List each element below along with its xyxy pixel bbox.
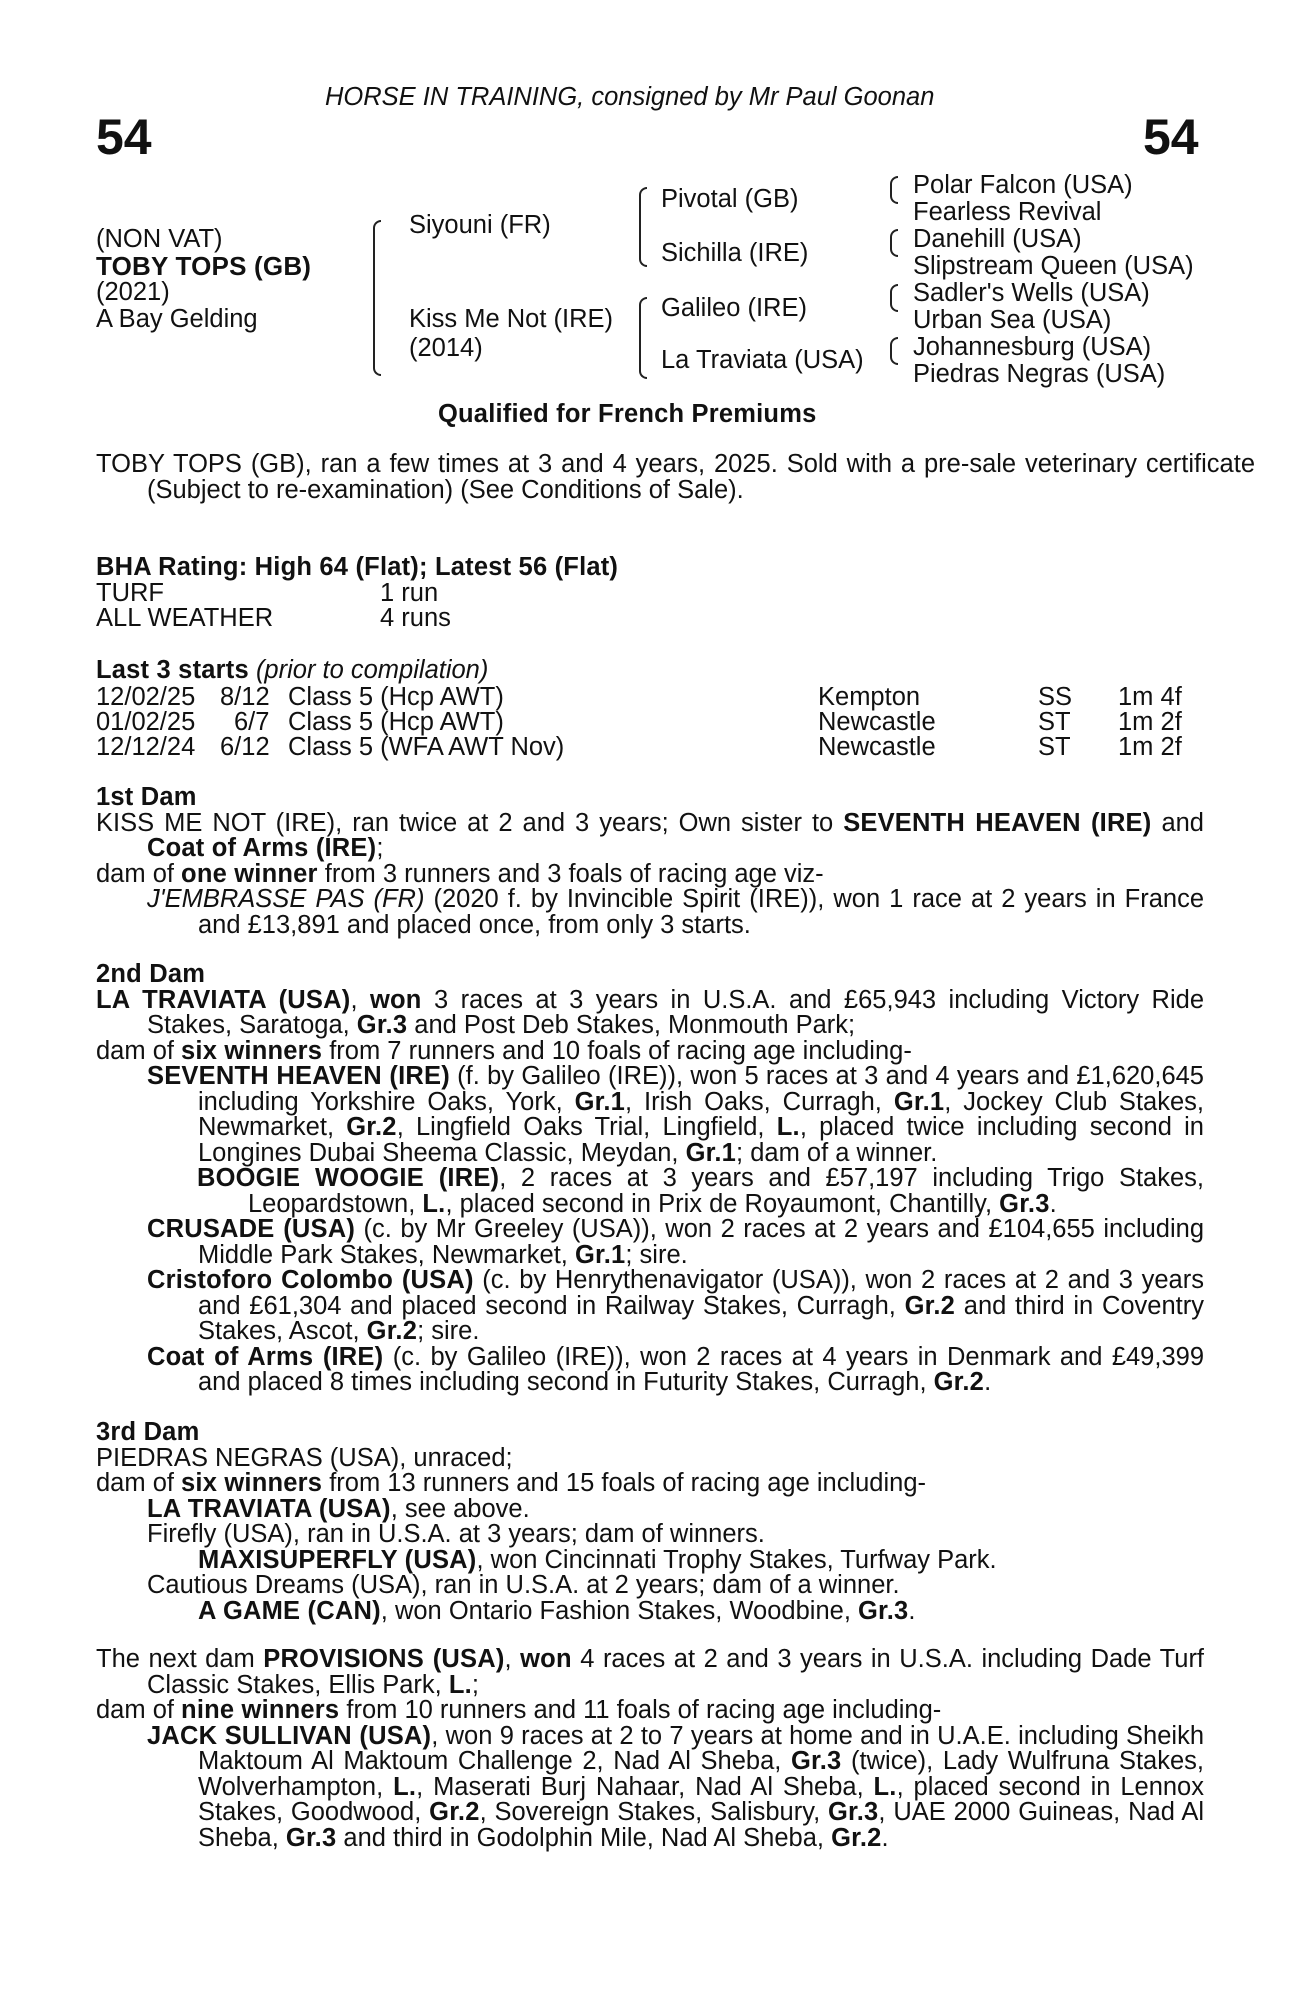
brace-g3-3	[890, 284, 898, 312]
start-date: 12/12/24	[96, 733, 196, 761]
list-item: LA TRAVIATA (USA), see above.	[147, 1494, 530, 1523]
first-dam-text: KISS ME NOT (IRE), ran twice at 2 and 3 years; Own sister to SEVENTH HEAVEN (IRE) and Coat of Arms (IRE);	[96, 808, 1204, 862]
horse-description: A Bay Gelding	[96, 305, 258, 333]
dam-dam-dam: Piedras Negras (USA)	[913, 360, 1166, 388]
turf-value: 1 run	[380, 579, 439, 607]
start-position: 8/12	[220, 683, 270, 711]
summary-text: TOBY TOPS (GB), ran a few times at 3 and 4 years, 2025. Sold with a pre-sale veterinary certificate (Subject to re-examination) (See Conditions of Sale).	[96, 450, 1255, 504]
start-distance: 1m 2f	[1118, 708, 1182, 736]
dam-sire-dam: Urban Sea (USA)	[913, 306, 1112, 334]
second-dam-produce-intro: dam of six winners from 7 runners and 10 foals of racing age including-	[96, 1036, 912, 1065]
brace-g3-1	[890, 176, 898, 204]
aw-value: 4 runs	[380, 604, 451, 632]
summary	[96, 452, 1255, 503]
list-item: MAXISUPERFLY (USA), won Cincinnati Trophy Stakes, Turfway Park.	[198, 1545, 997, 1574]
fourth-dam-text: The next dam PROVISIONS (USA), won 4 races at 2 and 3 years in U.S.A. including Dade Turf Classic Stakes, Ellis Park, L.;	[96, 1645, 1205, 1699]
start-position: 6/12	[220, 733, 270, 761]
sire-dam-dam: Slipstream Queen (USA)	[913, 252, 1194, 280]
start-race: Class 5 (Hcp AWT)	[288, 708, 504, 736]
sire: Siyouni (FR)	[409, 211, 551, 239]
rating-heading: BHA Rating: High 64 (Flat); Latest 56 (Flat)	[96, 553, 619, 581]
consignment-header: HORSE IN TRAINING, consigned by Mr Paul Goonan	[325, 83, 935, 111]
second-dam-section	[96, 962, 1204, 1396]
pedigree-brace-dam	[639, 297, 647, 379]
second-dam-text: LA TRAVIATA (USA), won 3 races at 3 years in U.S.A. and £65,943 including Victory Ride Stakes, Saratoga, Gr.3 and Post Deb Stakes, Monmouth Park;	[96, 985, 1204, 1039]
start-going: ST	[1038, 708, 1071, 736]
dam-dam-sire: Johannesburg (USA)	[913, 333, 1152, 361]
horse-name: TOBY TOPS (GB)	[96, 251, 312, 281]
start-distance: 1m 4f	[1118, 683, 1182, 711]
second-dam-heading: 2nd Dam	[96, 960, 206, 988]
start-course: Newcastle	[818, 708, 936, 736]
starts-heading: Last 3 starts	[96, 656, 249, 684]
starts-note: (prior to compilation)	[255, 656, 489, 684]
lot-number-left: 54	[96, 109, 152, 165]
turf-label: TURF	[96, 579, 164, 607]
start-distance: 1m 2f	[1118, 733, 1182, 761]
fourth-dam-produce-intro: dam of nine winners from 10 runners and 11 foals of racing age including-	[96, 1696, 942, 1724]
list-item: Coat of Arms (IRE) (c. by Galileo (IRE)), won 2 races at 4 years in Denmark and £49,399 and placed 8 times including second in Futurity Stakes, Curragh, Gr.2.	[147, 1342, 1204, 1396]
third-dam-heading: 3rd Dam	[96, 1418, 200, 1446]
dam-year: (2014)	[409, 334, 483, 362]
first-dam-section	[96, 785, 1204, 938]
list-item: Firefly (USA), ran in U.S.A. at 3 years; dam of winners.	[147, 1520, 765, 1548]
foaling-year: (2021)	[96, 278, 170, 306]
dam-sire-sire: Sadler's Wells (USA)	[913, 279, 1150, 307]
list-item: SEVENTH HEAVEN (IRE) (f. by Galileo (IRE)), won 5 races at 3 and 4 years and £1,620,645 including Yorkshire Oaks, York, Gr.1, Irish Oaks, Curragh, Gr.1, Jockey Club Stakes, Newmarket, Gr.2, Lingfield Oaks Trial, Lingfield, L., placed twice including second in Longines Dubai Sheema Classic, Meydan, Gr.1; dam of a winner.	[147, 1062, 1204, 1167]
sire-dam: Sichilla (IRE)	[661, 239, 809, 267]
sire-sire-sire: Polar Falcon (USA)	[913, 171, 1133, 199]
brace-g3-2	[890, 229, 898, 257]
lot-number-right: 54	[1143, 109, 1199, 165]
vat-status: (NON VAT)	[96, 225, 223, 253]
brace-g3-4	[890, 337, 898, 365]
start-race: Class 5 (Hcp AWT)	[288, 683, 504, 711]
dam: Kiss Me Not (IRE)	[409, 305, 614, 333]
start-race: Class 5 (WFA AWT Nov)	[288, 733, 565, 761]
first-dam-produce: J'EMBRASSE PAS (FR) (2020 f. by Invincible Spirit (IRE)), won 1 race at 2 years in France and £13,891 and placed once, from only 3 starts.	[147, 885, 1205, 939]
third-dam-section	[96, 1420, 1204, 1624]
first-dam-produce-intro: dam of one winner from 3 runners and 3 foals of racing age viz-	[96, 859, 824, 888]
dam-sire: Galileo (IRE)	[661, 294, 807, 322]
list-item: CRUSADE (USA) (c. by Mr Greeley (USA)), won 2 races at 2 years and £104,655 including Middle Park Stakes, Newmarket, Gr.1; sire.	[147, 1215, 1205, 1269]
start-course: Kempton	[818, 683, 921, 711]
first-dam-heading: 1st Dam	[96, 783, 197, 811]
premiums-note: Qualified for French Premiums	[438, 400, 817, 428]
start-going: ST	[1038, 733, 1071, 761]
start-course: Newcastle	[818, 733, 936, 761]
start-going: SS	[1038, 683, 1073, 711]
list-item: JACK SULLIVAN (USA), won 9 races at 2 to 7 years at home and in U.A.E. including Sheikh Maktoum Al Maktoum Challenge 2, Nad Al Sheba, Gr.3 (twice), Lady Wulfruna Stakes, Wolverhampton, L., Maserati Burj Nahaar, Nad Al Sheba, L., placed second in Lennox Stakes, Goodwood, Gr.2, Sovereign Stakes, Salisbury, Gr.3, UAE 2000 Guineas, Nad Al Sheba, Gr.3 and third in Godolphin Mile, Nad Al Sheba, Gr.2.	[147, 1721, 1205, 1852]
sire-sire: Pivotal (GB)	[661, 185, 799, 213]
list-item: BOOGIE WOOGIE (IRE), 2 races at 3 years and £57,197 including Trigo Stakes, Leopardstown, L., placed second in Prix de Royaumont, Chantilly, Gr.3.	[197, 1164, 1204, 1218]
dam-dam: La Traviata (USA)	[661, 346, 864, 374]
fourth-dam-section	[96, 1647, 1204, 1851]
pedigree-brace-main	[373, 220, 381, 376]
list-item: Cautious Dreams (USA), ran in U.S.A. at 2 years; dam of a winner.	[147, 1571, 900, 1599]
list-item: A GAME (CAN), won Ontario Fashion Stakes, Woodbine, Gr.3.	[198, 1596, 916, 1625]
start-date: 12/02/25	[96, 683, 196, 711]
third-dam-produce-intro: dam of six winners from 13 runners and 15 foals of racing age including-	[96, 1469, 926, 1497]
start-date: 01/02/25	[96, 708, 196, 736]
list-item: Cristoforo Colombo (USA) (c. by Henrythenavigator (USA)), won 2 races at 2 and 3 years and £61,304 and placed second in Railway Stakes, Curragh, Gr.2 and third in Coventry Stakes, Ascot, Gr.2; sire.	[147, 1266, 1204, 1345]
sire-dam-sire: Danehill (USA)	[913, 225, 1082, 253]
starts-heading-line	[96, 658, 488, 684]
aw-label: ALL WEATHER	[96, 604, 274, 632]
pedigree-brace-sire	[639, 187, 647, 267]
sire-sire-dam: Fearless Revival	[913, 198, 1102, 226]
start-position: 6/7	[234, 708, 270, 736]
third-dam-text: PIEDRAS NEGRAS (USA), unraced;	[96, 1443, 513, 1472]
